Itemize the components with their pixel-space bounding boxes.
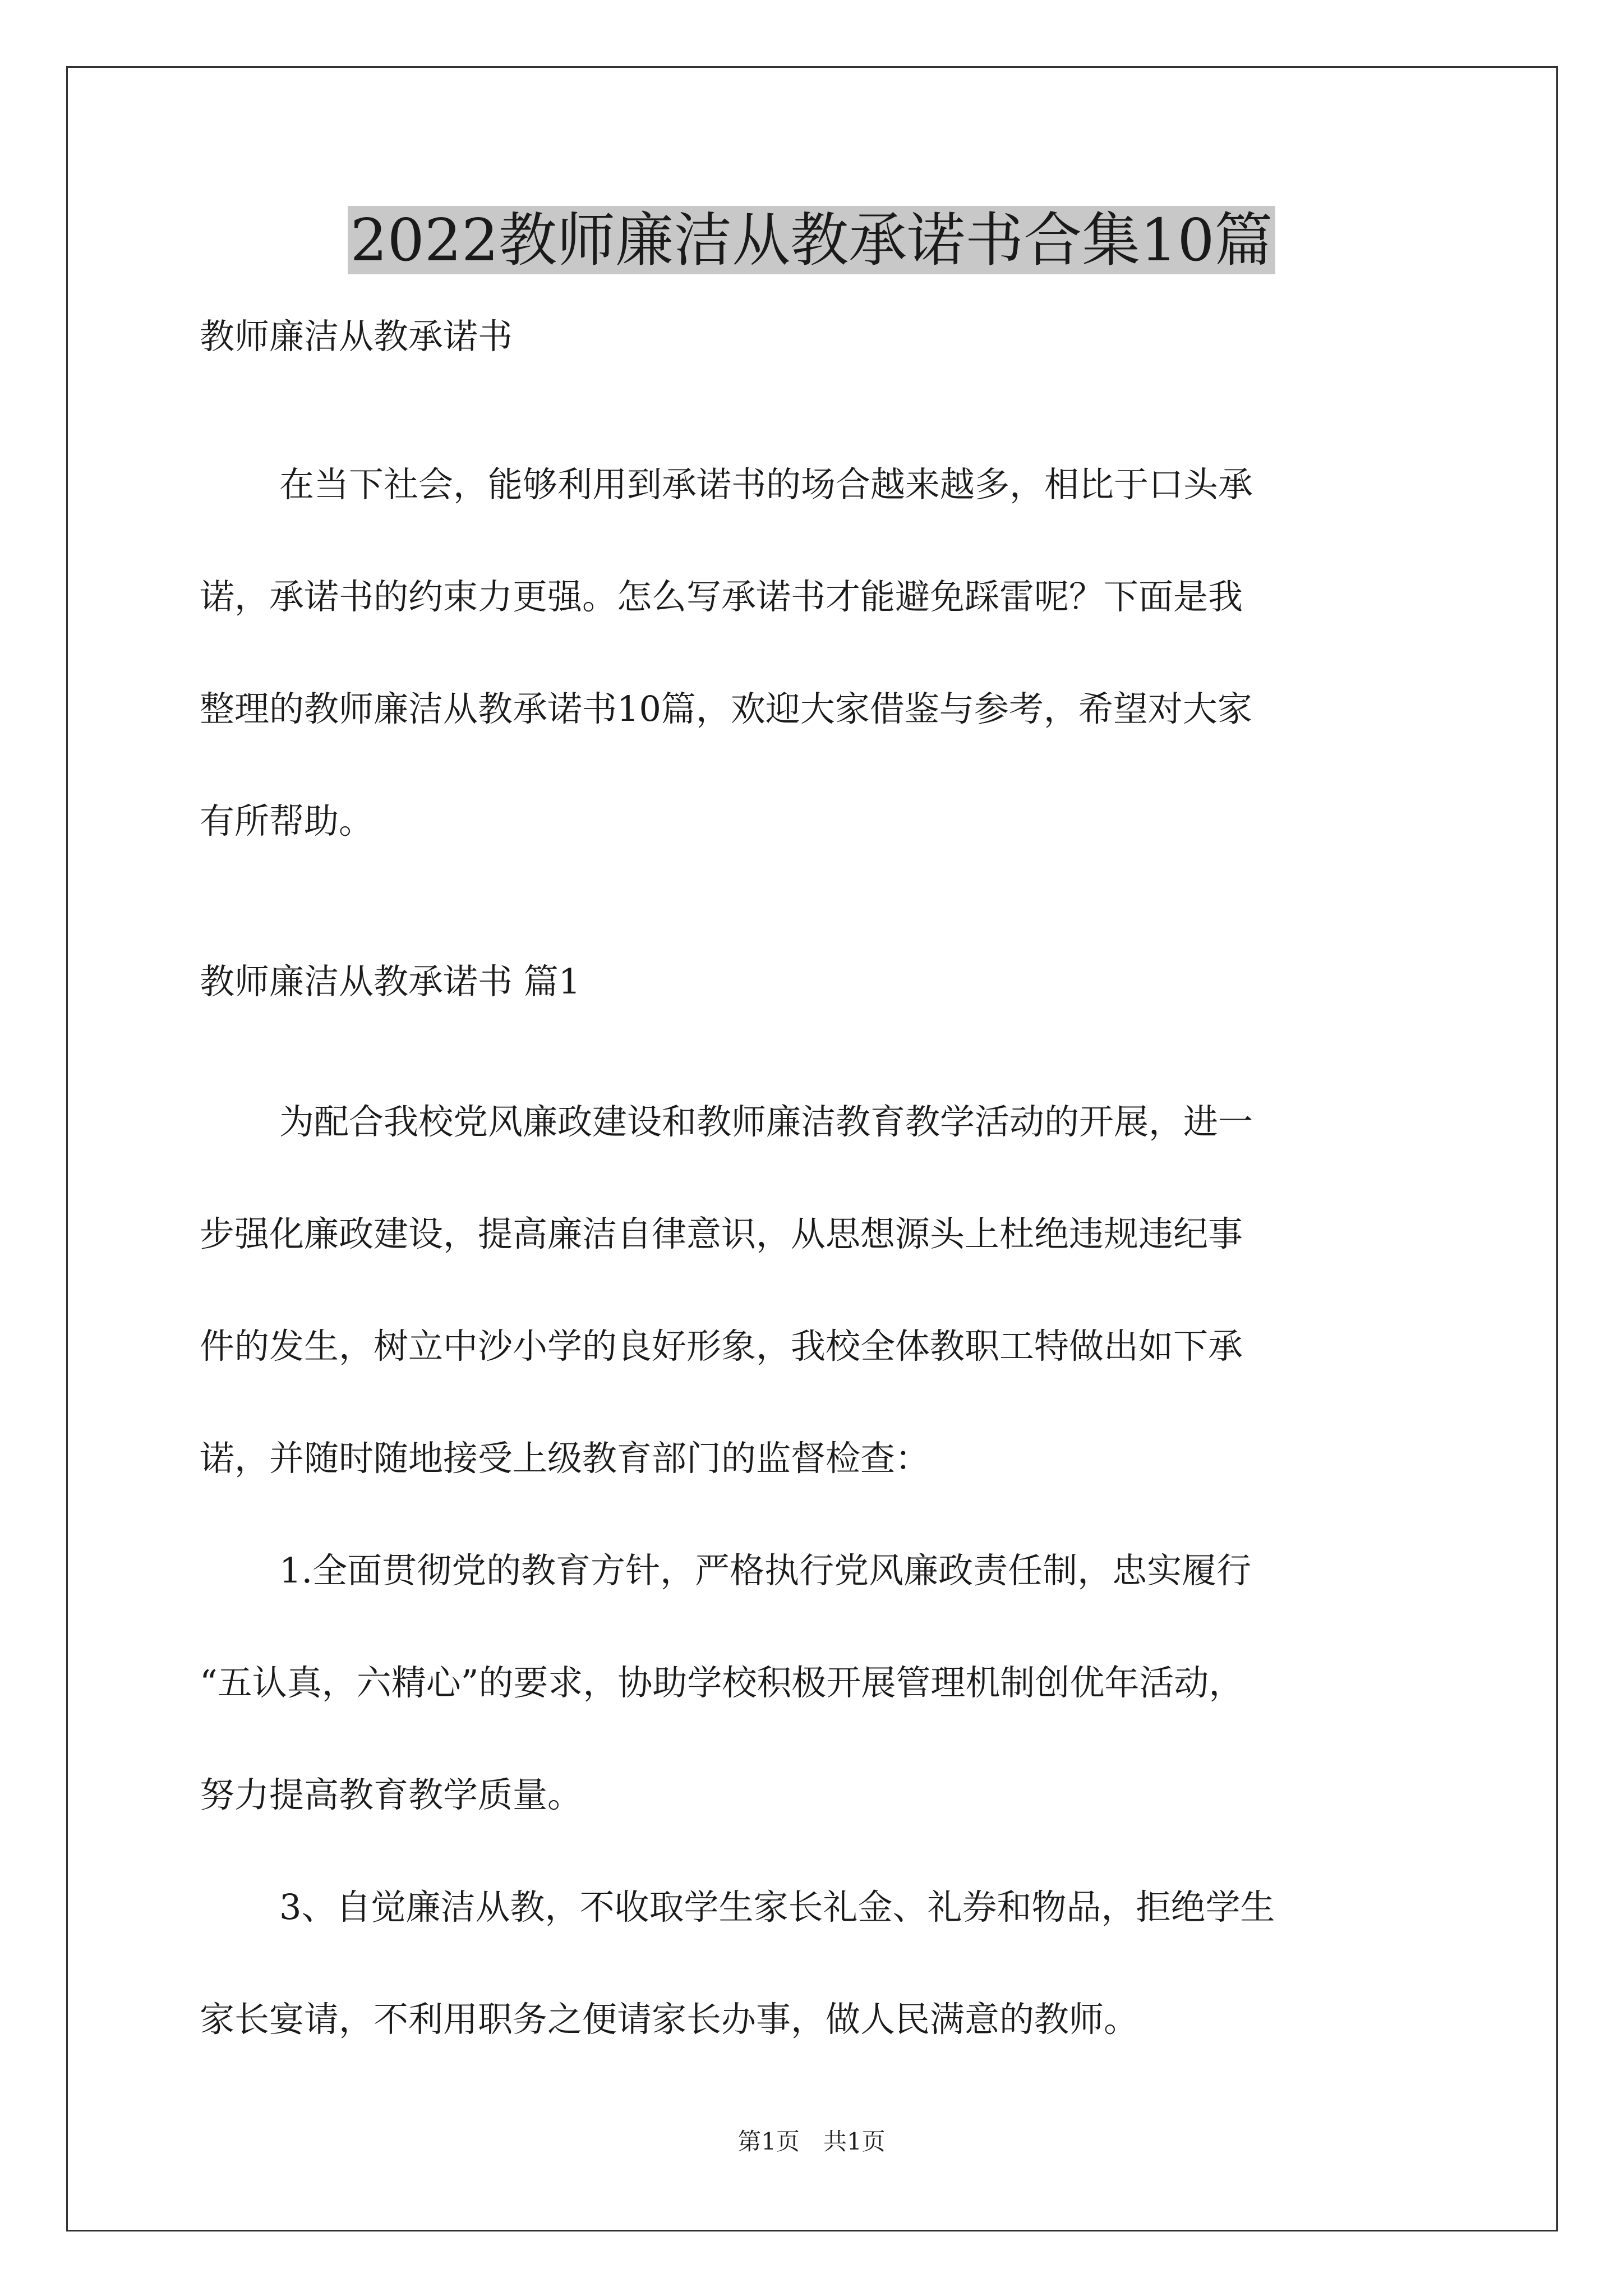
list-item-line: 1.全面贯彻党的教育方针，严格执行党风廉政责任制，忠实履行 (279, 1550, 1252, 1591)
paragraph-line: 诺，承诺书的约束力更强。怎么写承诺书才能避免踩雷呢？下面是我 (200, 576, 1243, 617)
paragraph-line: 为配合我校党风廉政建设和教师廉洁教育教学活动的开展，进一 (279, 1101, 1253, 1142)
list-item-line: 努力提高教育教学质量。 (200, 1774, 583, 1815)
section-heading-intro: 教师廉洁从教承诺书 (200, 316, 513, 357)
paragraph-line: 有所帮助。 (200, 800, 374, 841)
paragraph-line: 整理的教师廉洁从教承诺书10篇，欢迎大家借鉴与参考，希望对大家 (200, 688, 1252, 729)
list-item-line: “五认真，六精心”的要求，协助学校积极开展管理机制创优年活动， (200, 1662, 1244, 1703)
paragraph-line: 在当下社会，能够利用到承诺书的场合越来越多，相比于口头承 (279, 464, 1253, 505)
paragraph-line: 步强化廉政建设，提高廉洁自律意识，从思想源头上杜绝违规违纪事 (200, 1213, 1243, 1254)
page-footer: 第1页 共1页 (737, 2128, 886, 2155)
document-title-text: 2022教师廉洁从教承诺书合集10篇 (348, 206, 1275, 274)
paragraph-line: 诺，并随时随地接受上级教育部门的监督检查： (200, 1438, 930, 1479)
list-item-line: 3、自觉廉洁从教，不收取学生家长礼金、礼券和物品，拒绝学生 (279, 1887, 1275, 1927)
paragraph-line: 件的发生，树立中沙小学的良好形象，我校全体教职工特做出如下承 (200, 1326, 1243, 1366)
list-item-line: 家长宴请，不利用职务之便请家长办事，做人民满意的教师。 (200, 1999, 1139, 2040)
section-heading-1: 教师廉洁从教承诺书 篇1 (200, 961, 581, 1002)
document-title (0, 201, 1623, 279)
